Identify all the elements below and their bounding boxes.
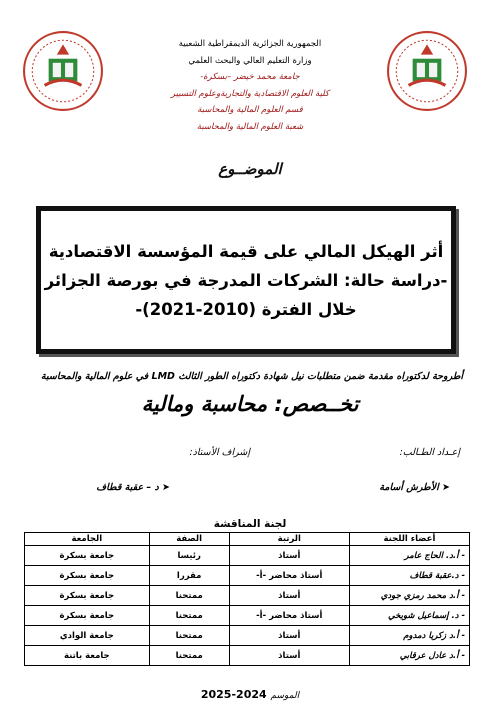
member-university: جامعة بسكرة [25,566,150,586]
col-header-member: أعضاء اللجنة [349,533,469,546]
member-name: - أ.د. الحاج عامر [349,546,469,566]
member-role: مقررا [149,566,229,586]
member-name: - أ.د عادل عرقابي [349,646,469,666]
country-name: الجمهورية الجزائرية الديمقراطية الشعبية [178,39,322,49]
member-name: - أ.د زكريا دمدوم [349,626,469,646]
supervisor-label: إشراف الأستاذ: [189,447,250,458]
title-line-1: أثر الهيكل المالي على قيمة المؤسسة الاقتصادية [48,241,444,261]
university-name: جامعة محمد خيضر –بسكرة- [200,72,300,82]
prepared-by-label: إعـداد الطـالب: [399,447,460,458]
academic-season [160,688,340,701]
season-label: الموسم [270,691,300,701]
member-rank: أستاذ [229,546,349,566]
member-university: جامعة باتنة [25,646,150,666]
season-years: 2024-2025 [200,688,267,701]
member-university: جامعة بسكرة [25,546,150,566]
table-row [25,626,470,646]
member-university: جامعة الوادي [25,626,150,646]
col-header-university: الجامعة [25,533,150,546]
member-name: - أ.د محمد رمزي جودي [349,586,469,606]
member-university: جامعة بسكرة [25,606,150,626]
committee-title: لجنة المناقشة [213,518,287,530]
member-role: رئيسا [149,546,229,566]
col-header-role: الصفة [149,533,229,546]
table-row [25,586,470,606]
branch-name: شعبة العلوم المالية والمحاسبة [196,121,304,132]
member-university: جامعة بسكرة [25,586,150,606]
faculty-name: كلية العلوم الاقتصادية والتجاريةوعلوم التسيير [170,88,330,99]
supervisor-name: ➤ د – عقبة قطاف [96,482,170,493]
institution-header [100,36,400,135]
table-row [25,606,470,626]
table-row [25,566,470,586]
thesis-title-box [36,206,456,354]
specialty: تخــصص: محاسبة ومالية [141,392,359,416]
member-role: ممتحنا [149,646,229,666]
member-name: - د. إسماعيل شويخي [349,606,469,626]
title-line-3: خلال الفترة (2010-2021)- [135,299,357,319]
university-logo-left [22,30,104,112]
subject-label: الموضــوع [218,160,282,178]
student-name: ➤ الأطرش أسامة [379,482,450,493]
table-header-row [25,533,470,546]
title-line-2: -دراسة حالة: الشركات المدرجة في بورصة الجزائر [44,270,448,290]
table-row [25,646,470,666]
member-rank: أستاذ محاضر -أ- [229,566,349,586]
member-role: ممتحنا [149,586,229,606]
member-rank: أستاذ [229,646,349,666]
member-rank: أستاذ [229,626,349,646]
member-role: ممتحنا [149,606,229,626]
committee-table [24,532,470,666]
col-header-rank: الرتبة [229,533,349,546]
ministry-name: وزارة التعليم العالي والبحث العلمي [188,55,312,66]
department-name: قسم العلوم المالية والمحاسبة [197,105,303,115]
thesis-statement: أطروحة لدكتوراه مقدمة ضمن متطلبات نيل شهادة دكتوراه الطور الثالث LMD في علوم المالية والمحاسبة [40,371,464,382]
member-role: ممتحنا [149,626,229,646]
table-row [25,546,470,566]
member-rank: أستاذ [229,586,349,606]
member-name: - د.عقبة قطاف [349,566,469,586]
member-rank: أستاذ محاضر -أ- [229,606,349,626]
